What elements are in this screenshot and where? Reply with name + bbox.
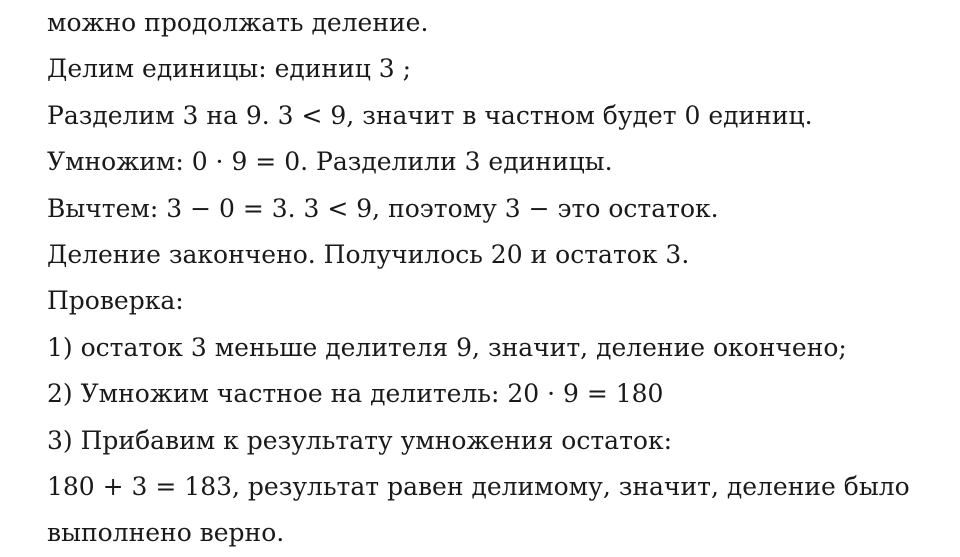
text-line-check-result: 180 + 3 = 183, результат равен делимому, значит, деление было: [47, 471, 910, 501]
text-line-divide-3-by-9: Разделим 3 на 9. 3 < 9, значит в частном будет 0 единиц.: [47, 100, 813, 130]
text-line-check-step-2: 2) Умножим частное на делитель: 20 · 9 = 180: [47, 379, 664, 409]
text-line-check-conclusion: выполнено верно.: [47, 518, 285, 548]
text-line-check-step-3: 3) Прибавим к результату умножения остаток:: [47, 425, 673, 455]
document-page: [47, 0, 947, 552]
text-line-check-heading: Проверка:: [47, 286, 184, 316]
text-line-multiply: Умножим: 0 · 9 = 0. Разделили 3 единицы.: [47, 147, 613, 177]
text-line-subtract: Вычтем: 3 − 0 = 3. 3 < 9, поэтому 3 − это остаток.: [47, 193, 719, 223]
text-line-check-step-1: 1) остаток 3 меньше делителя 9, значит, деление окончено;: [47, 332, 847, 362]
text-line-continue-division: можно продолжать деление.: [47, 8, 429, 37]
text-line-divide-units: Делим единицы: единиц 3 ;: [47, 54, 412, 84]
text-line-division-finished: Деление закончено. Получилось 20 и остаток 3.: [47, 239, 690, 269]
